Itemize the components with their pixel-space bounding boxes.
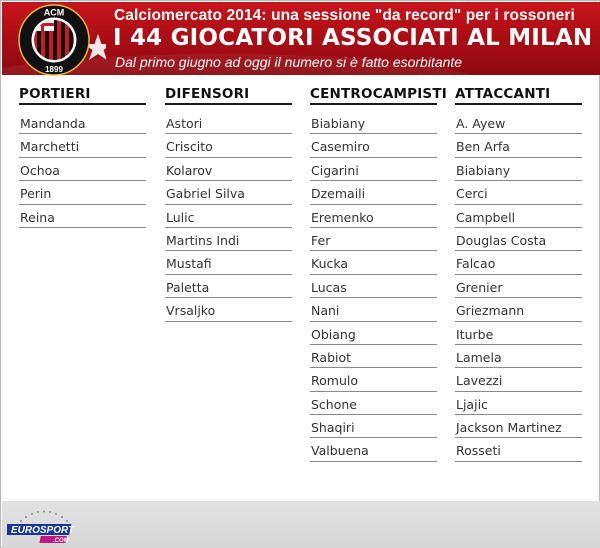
player-name: Vrsaljko — [165, 298, 292, 321]
player-name: Kucka — [310, 251, 437, 274]
player-name: Biabiany — [455, 158, 582, 181]
player-name: Romulo — [310, 368, 437, 391]
column-difensori — [165, 85, 292, 322]
player-name: Eremenko — [310, 205, 437, 228]
column-attaccanti — [455, 85, 582, 462]
player-name: Lamela — [455, 345, 582, 368]
player-name: Valbuena — [310, 438, 437, 461]
player-name: Biabiany — [310, 111, 437, 134]
footer-bar — [2, 501, 600, 548]
player-name: Shaqiri — [310, 415, 437, 438]
column-heading: PORTIERI — [19, 85, 146, 105]
player-name: Gabriel Silva — [165, 181, 292, 204]
eurosport-wordmark: EUROSPORT — [11, 525, 75, 536]
player-name: Mustafi — [165, 251, 292, 274]
player-name: Obiang — [310, 322, 437, 345]
player-name: Jackson Martinez — [455, 415, 582, 438]
column-heading: CENTROCAMPISTI — [310, 85, 437, 105]
player-name: A. Ayew — [455, 111, 582, 134]
player-name: Perin — [19, 181, 146, 204]
player-name: Lavezzi — [455, 368, 582, 391]
column-portieri — [19, 85, 146, 228]
player-name: Casemiro — [310, 134, 437, 157]
player-name: Fer — [310, 228, 437, 251]
player-name: Douglas Costa — [455, 228, 582, 251]
player-name: Rabiot — [310, 345, 437, 368]
player-name: Ljajic — [455, 392, 582, 415]
player-list — [455, 111, 582, 462]
player-name: Cigarini — [310, 158, 437, 181]
player-name: Astori — [165, 111, 292, 134]
player-name: Ochoa — [19, 158, 146, 181]
player-name: Lulic — [165, 205, 292, 228]
eurosport-domain: .COM — [53, 538, 69, 544]
player-name: Iturbe — [455, 322, 582, 345]
player-name: Campbell — [455, 205, 582, 228]
player-name: Nani — [310, 298, 437, 321]
player-list — [165, 111, 292, 322]
header-tagline: Dal primo giugno ad oggi il numero si è fatto esorbitante — [115, 54, 463, 70]
player-name: Ben Arfa — [455, 134, 582, 157]
player-list — [19, 111, 146, 228]
column-heading: ATTACCANTI — [455, 85, 582, 105]
player-name: Mandanda — [19, 111, 146, 134]
header-subtitle: Calciomercato 2014: una sessione "da record" per i rossoneri — [114, 7, 575, 24]
player-name: Dzemaili — [310, 181, 437, 204]
player-name: Reina — [19, 205, 146, 228]
player-name: Rosseti — [455, 438, 582, 461]
player-columns — [19, 85, 589, 485]
player-name: Griezmann — [455, 298, 582, 321]
player-name: Criscito — [165, 134, 292, 157]
ac-milan-logo — [18, 3, 106, 77]
player-name: Paletta — [165, 275, 292, 298]
eurosport-logo — [7, 507, 97, 547]
player-name: Kolarov — [165, 158, 292, 181]
player-name: Schone — [310, 392, 437, 415]
player-name: Falcao — [455, 251, 582, 274]
logo-year: 1899 — [45, 65, 63, 74]
player-name: Lucas — [310, 275, 437, 298]
column-centrocampisti — [310, 85, 447, 462]
player-name: Grenier — [455, 275, 582, 298]
header-title: I 44 GIOCATORI ASSOCIATI AL MILAN — [113, 25, 593, 51]
player-name: Marchetti — [19, 134, 146, 157]
player-list — [310, 111, 437, 462]
player-name: Martins Indi — [165, 228, 292, 251]
logo-letters: ACM — [43, 7, 65, 18]
player-name: Cerci — [455, 181, 582, 204]
column-heading: DIFENSORI — [165, 85, 292, 105]
